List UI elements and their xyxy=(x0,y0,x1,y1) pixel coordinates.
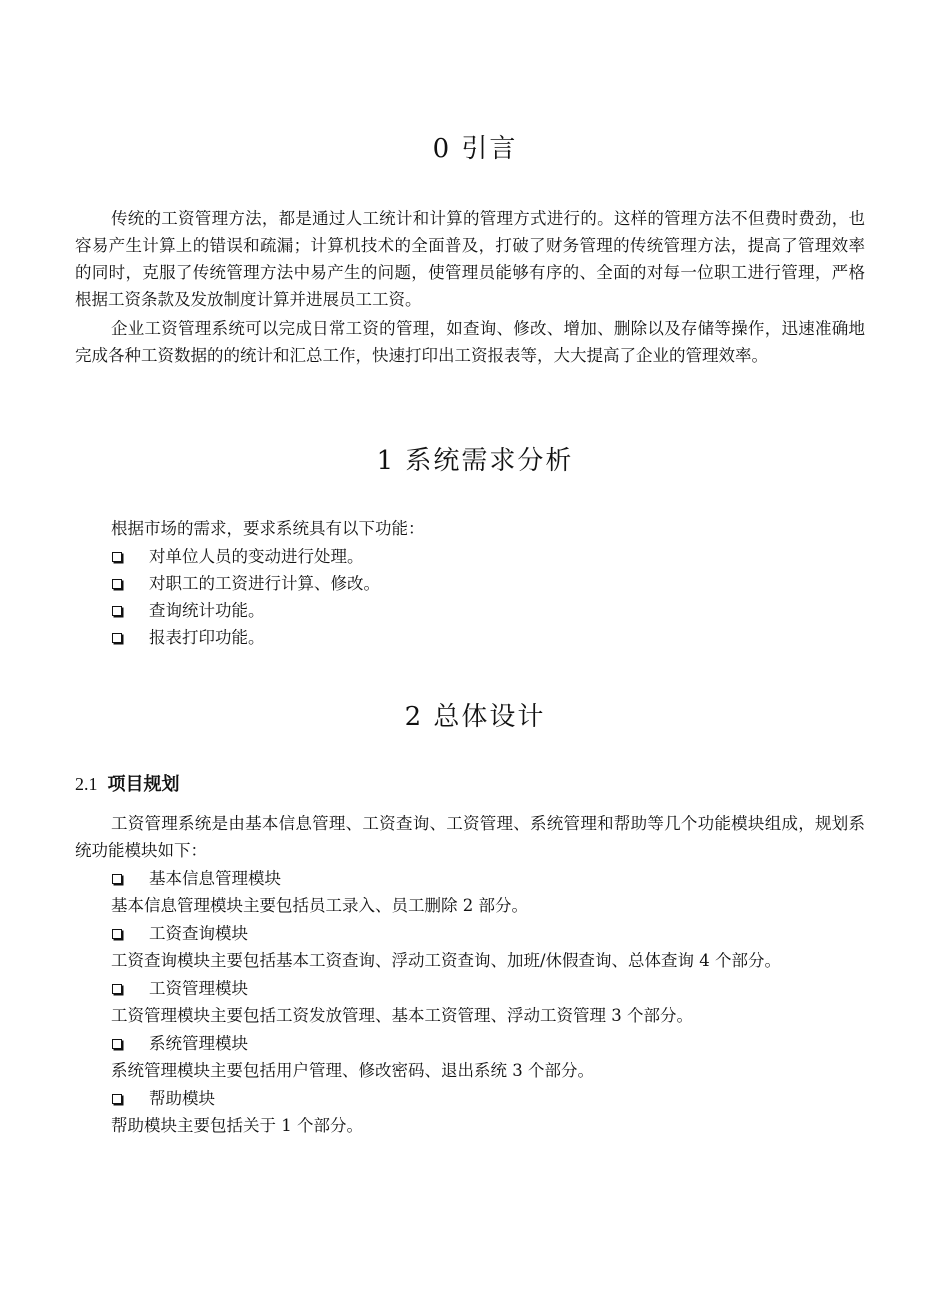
module-item xyxy=(111,920,248,947)
planning-paragraph: 工资管理系统是由基本信息管理、工资查询、工资管理、系统管理和帮助等几个功能模块组成，规划系统功能模块如下： xyxy=(75,814,865,860)
checkbox-bullet-icon xyxy=(112,606,122,616)
module-item xyxy=(111,865,281,892)
subsection-heading xyxy=(75,771,180,798)
checkbox-bullet-icon xyxy=(112,579,122,589)
module-description: 系统管理模块主要包括用户管理、修改密码、退出系统 3 个部分。 xyxy=(111,1061,594,1080)
module-item xyxy=(111,1085,215,1112)
checkbox-bullet-icon xyxy=(112,552,122,562)
checkbox-bullet-icon xyxy=(112,1039,122,1049)
requirements-intro: 根据市场的需求，要求系统具有以下功能： xyxy=(111,519,425,538)
checkbox-bullet-icon xyxy=(112,1094,122,1104)
list-item-text: 对单位人员的变动进行处理。 xyxy=(149,547,364,566)
list-item xyxy=(111,543,364,570)
module-name: 系统管理模块 xyxy=(149,1034,248,1053)
subsection-number: 2.1 xyxy=(75,774,98,794)
module-description: 基本信息管理模块主要包括员工录入、员工删除 2 部分。 xyxy=(111,896,528,915)
module-item xyxy=(111,975,248,1002)
intro-paragraph-2: 企业工资管理系统可以完成日常工资的管理，如查询、修改、增加、删除以及存储等操作，迅速准确地完成各种工资数据的的统计和汇总工作，快速打印出工资报表等，大大提高了企业的管理效率。 xyxy=(75,319,865,365)
module-name: 工资管理模块 xyxy=(149,979,248,998)
module-name: 基本信息管理模块 xyxy=(149,869,281,888)
checkbox-bullet-icon xyxy=(112,984,122,994)
module-name: 工资查询模块 xyxy=(149,924,248,943)
list-item xyxy=(111,597,265,624)
subsection-title: 项目规划 xyxy=(107,774,180,795)
section-title-introduction: 0 引言 xyxy=(432,134,518,164)
module-name: 帮助模块 xyxy=(149,1089,215,1108)
module-description: 帮助模块主要包括关于 1 个部分。 xyxy=(111,1116,363,1135)
section-title-requirements: 1 系统需求分析 xyxy=(376,446,574,476)
list-item-text: 对职工的工资进行计算、修改。 xyxy=(149,574,380,593)
intro-paragraph-1: 传统的工资管理方法，都是通过人工统计和计算的管理方式进行的。这样的管理方法不但费时费劲，也容易产生计算上的错误和疏漏；计算机技术的全面普及，打破了财务管理的传统管理方法，提高了管理效率的同时，克服了传统管理方法中易产生的问题，使管理员能够有序的、全面的对每一位职工进行管理，严格根据工资条款及发放制度计算并进展员工工资。 xyxy=(75,209,865,309)
checkbox-bullet-icon xyxy=(112,633,122,643)
list-item xyxy=(111,624,265,651)
list-item-text: 报表打印功能。 xyxy=(149,628,265,647)
section-title-overall-design: 2 总体设计 xyxy=(404,702,546,732)
module-description: 工资查询模块主要包括基本工资查询、浮动工资查询、加班/休假查询、总体查询 4 个部分。 xyxy=(111,951,782,970)
checkbox-bullet-icon xyxy=(112,874,122,884)
checkbox-bullet-icon xyxy=(112,929,122,939)
list-item-text: 查询统计功能。 xyxy=(149,601,265,620)
module-description: 工资管理模块主要包括工资发放管理、基本工资管理、浮动工资管理 3 个部分。 xyxy=(111,1006,693,1025)
list-item xyxy=(111,570,380,597)
module-item xyxy=(111,1030,248,1057)
